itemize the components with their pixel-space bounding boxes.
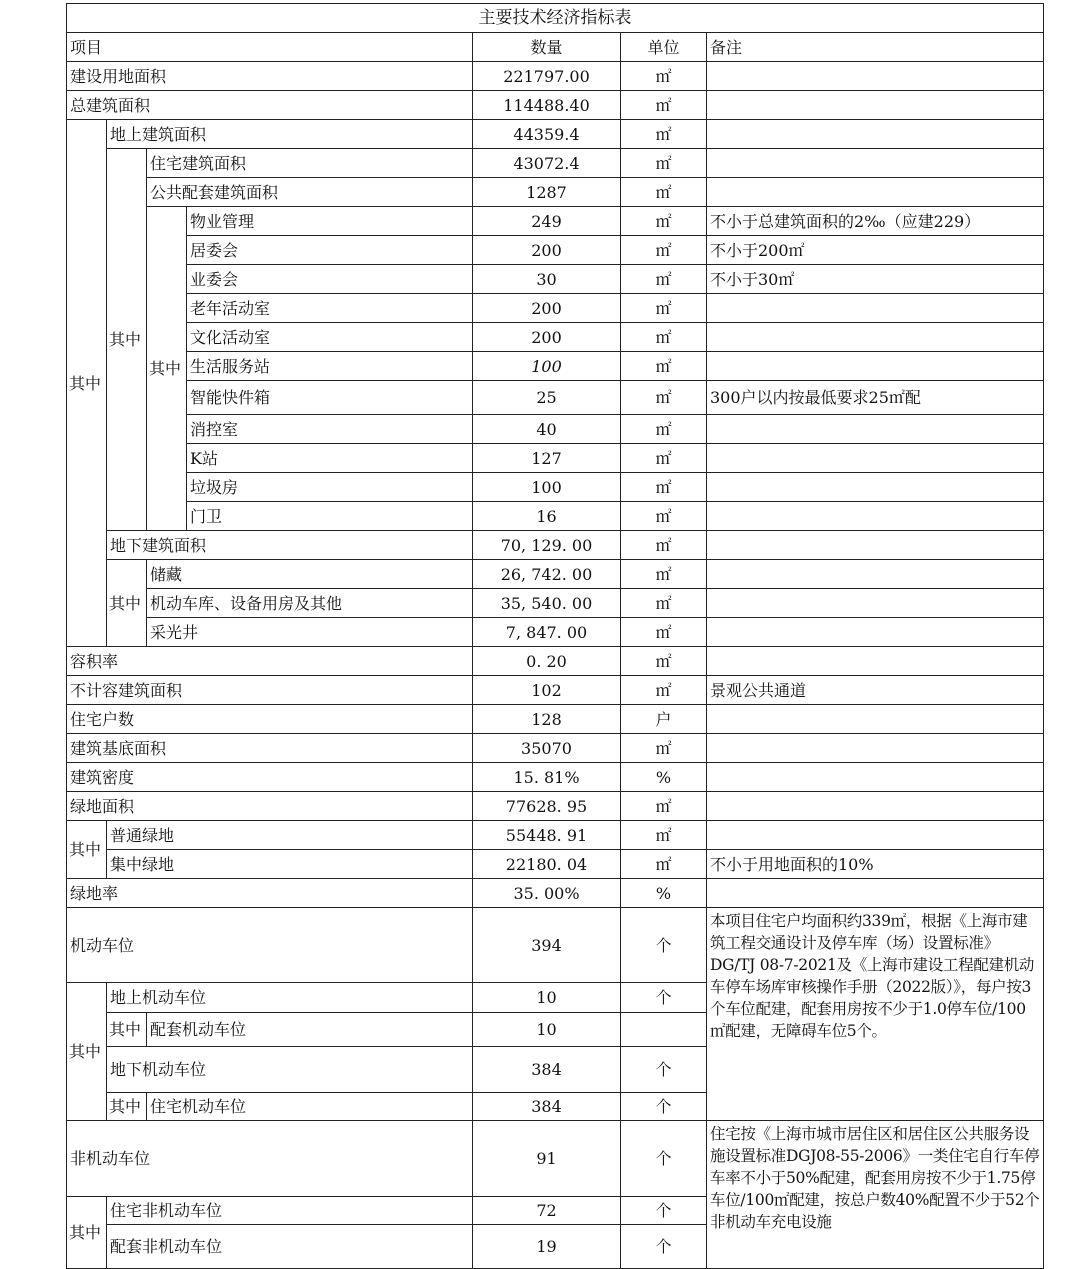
row-unit: ㎡ — [621, 618, 707, 647]
row-unit: ㎡ — [621, 62, 707, 91]
header-unit: 单位 — [621, 33, 707, 62]
group-label: 其中 — [67, 120, 107, 647]
row-note — [707, 415, 1044, 444]
row-note — [707, 91, 1044, 120]
row-note — [707, 879, 1044, 908]
table-row — [67, 120, 1044, 149]
row-unit: ㎡ — [621, 473, 707, 502]
row-qty: 249 — [473, 207, 621, 236]
row-note: 300户以内按最低要求25㎡配 — [707, 381, 1044, 415]
row-qty: 25 — [473, 381, 621, 415]
row-note: 不小于30㎡ — [707, 265, 1044, 294]
parking-note: 本项目住宅户均面积约339㎡，根据《上海市建筑工程交通设计及停车库（场）设置标准》DG/TJ 08-7-2021及《上海市建设工程配建机动车停车场库审核操作手册（2022版）》，每户按3个车位配建，配套用房按不少于1.0停车位/100㎡配建，无障碍车位5个。 — [707, 908, 1044, 1121]
row-qty: 221797.00 — [473, 62, 621, 91]
row-note — [707, 531, 1044, 560]
table-row — [67, 502, 1044, 531]
row-unit: ㎡ — [621, 207, 707, 236]
row-unit: 个 — [621, 908, 707, 983]
row-qty: 384 — [473, 1047, 621, 1093]
row-label: 业委会 — [187, 265, 473, 294]
row-note: 不小于用地面积的10% — [707, 850, 1044, 879]
row-label: 配套非机动车位 — [107, 1225, 473, 1269]
row-label: 不计容建筑面积 — [67, 676, 473, 705]
row-qty: 0. 20 — [473, 647, 621, 676]
row-note — [707, 323, 1044, 352]
row-label: 住宅机动车位 — [147, 1093, 473, 1121]
table-row — [67, 473, 1044, 502]
row-qty: 1287 — [473, 178, 621, 207]
row-note — [707, 62, 1044, 91]
row-unit: ㎡ — [621, 502, 707, 531]
header-note: 备注 — [707, 33, 1044, 62]
row-note: 不小于总建筑面积的2‰（应建229） — [707, 207, 1044, 236]
row-label: 公共配套建筑面积 — [147, 178, 473, 207]
table-row — [67, 792, 1044, 821]
row-unit: 户 — [621, 705, 707, 734]
row-label: 普通绿地 — [107, 821, 473, 850]
group-label: 其中 — [67, 821, 107, 879]
indicator-table — [66, 3, 1044, 1269]
row-qty: 15. 81% — [473, 763, 621, 792]
row-label: 绿地面积 — [67, 792, 473, 821]
row-qty: 44359.4 — [473, 120, 621, 149]
table-row — [67, 265, 1044, 294]
row-qty: 200 — [473, 294, 621, 323]
row-qty: 40 — [473, 415, 621, 444]
group-label: 其中 — [107, 149, 147, 531]
header-item: 项目 — [67, 33, 473, 62]
row-label: 地下机动车位 — [107, 1047, 473, 1093]
row-unit: ㎡ — [621, 850, 707, 879]
row-label: 机动车位 — [67, 908, 473, 983]
header-row — [67, 33, 1044, 62]
group-label: 其中 — [67, 983, 107, 1121]
table-row — [67, 381, 1044, 415]
row-unit: ㎡ — [621, 589, 707, 618]
row-qty: 35070 — [473, 734, 621, 763]
row-label: 消控室 — [187, 415, 473, 444]
row-unit: ㎡ — [621, 352, 707, 381]
row-label: 文化活动室 — [187, 323, 473, 352]
row-qty: 200 — [473, 323, 621, 352]
row-note — [707, 352, 1044, 381]
row-label: 智能快件箱 — [187, 381, 473, 415]
row-unit: 个 — [621, 1121, 707, 1197]
row-qty: 30 — [473, 265, 621, 294]
row-note — [707, 618, 1044, 647]
table-row — [67, 207, 1044, 236]
row-qty: 384 — [473, 1093, 621, 1121]
row-label: 非机动车位 — [67, 1121, 473, 1197]
row-note — [707, 502, 1044, 531]
row-qty: 26, 742. 00 — [473, 560, 621, 589]
row-label: 老年活动室 — [187, 294, 473, 323]
row-note — [707, 560, 1044, 589]
row-unit: ㎡ — [621, 149, 707, 178]
row-label: K站 — [187, 444, 473, 473]
row-label: 垃圾房 — [187, 473, 473, 502]
table-row — [67, 850, 1044, 879]
row-unit: ㎡ — [621, 734, 707, 763]
row-qty: 19 — [473, 1225, 621, 1269]
table-row — [67, 879, 1044, 908]
row-qty: 394 — [473, 908, 621, 983]
row-unit: ㎡ — [621, 531, 707, 560]
row-qty: 77628. 95 — [473, 792, 621, 821]
row-label: 生活服务站 — [187, 352, 473, 381]
row-note: 景观公共通道 — [707, 676, 1044, 705]
row-qty: 128 — [473, 705, 621, 734]
row-label: 集中绿地 — [107, 850, 473, 879]
row-label: 住宅建筑面积 — [147, 149, 473, 178]
group-label: 其中 — [107, 1013, 147, 1047]
row-note — [707, 734, 1044, 763]
row-label: 住宅非机动车位 — [107, 1197, 473, 1225]
row-qty: 70, 129. 00 — [473, 531, 621, 560]
table-row — [67, 236, 1044, 265]
table-row — [67, 908, 1044, 983]
row-unit: ㎡ — [621, 821, 707, 850]
table-row — [67, 560, 1044, 589]
row-note — [707, 294, 1044, 323]
table-row — [67, 62, 1044, 91]
row-unit: ㎡ — [621, 91, 707, 120]
table-row — [67, 676, 1044, 705]
row-note — [707, 444, 1044, 473]
row-note — [707, 120, 1044, 149]
row-qty: 35, 540. 00 — [473, 589, 621, 618]
row-label: 采光井 — [147, 618, 473, 647]
row-qty: 72 — [473, 1197, 621, 1225]
table-row — [67, 352, 1044, 381]
row-unit: ㎡ — [621, 647, 707, 676]
row-note: 不小于200㎡ — [707, 236, 1044, 265]
row-unit: ㎡ — [621, 676, 707, 705]
table-row — [67, 531, 1044, 560]
row-note — [707, 149, 1044, 178]
row-note — [707, 705, 1044, 734]
row-unit: 个 — [621, 1047, 707, 1093]
row-qty: 200 — [473, 236, 621, 265]
row-label: 物业管理 — [187, 207, 473, 236]
table-row — [67, 149, 1044, 178]
row-qty: 16 — [473, 502, 621, 531]
row-note — [707, 589, 1044, 618]
row-label: 绿地率 — [67, 879, 473, 908]
row-unit: ㎡ — [621, 323, 707, 352]
table-row — [67, 647, 1044, 676]
group-label: 其中 — [107, 560, 147, 647]
row-label: 地上机动车位 — [107, 983, 473, 1013]
row-unit: ㎡ — [621, 415, 707, 444]
row-qty: 100 — [473, 352, 621, 381]
table-row — [67, 91, 1044, 120]
row-qty: 55448. 91 — [473, 821, 621, 850]
row-unit: % — [621, 763, 707, 792]
row-qty: 43072.4 — [473, 149, 621, 178]
row-label: 地上建筑面积 — [107, 120, 473, 149]
row-label: 建筑密度 — [67, 763, 473, 792]
row-unit: ㎡ — [621, 560, 707, 589]
row-unit: ㎡ — [621, 444, 707, 473]
row-unit: 个 — [621, 983, 707, 1013]
row-qty: 10 — [473, 1013, 621, 1047]
group-label: 其中 — [147, 207, 187, 531]
row-label: 居委会 — [187, 236, 473, 265]
row-unit: ㎡ — [621, 381, 707, 415]
row-label: 门卫 — [187, 502, 473, 531]
row-unit: % — [621, 879, 707, 908]
row-qty: 100 — [473, 473, 621, 502]
header-qty: 数量 — [473, 33, 621, 62]
group-label: 其中 — [107, 1093, 147, 1121]
bike-note: 住宅按《上海市城市居住区和居住区公共服务设施设置标准DGJ08-55-2006》一类住宅自行车停车率不小于50%配建，配套用房按不少于1.75停车位/100㎡配建，按总户数40%配置不少于52个非机动车充电设施 — [707, 1121, 1044, 1269]
table-title: 主要技术经济指标表 — [67, 4, 1044, 33]
row-note — [707, 473, 1044, 502]
row-note — [707, 763, 1044, 792]
row-qty: 10 — [473, 983, 621, 1013]
row-label: 建设用地面积 — [67, 62, 473, 91]
table-row — [67, 444, 1044, 473]
table-row — [67, 323, 1044, 352]
row-note — [707, 792, 1044, 821]
row-unit: 个 — [621, 1093, 707, 1121]
row-label: 配套机动车位 — [147, 1013, 473, 1047]
row-unit: ㎡ — [621, 792, 707, 821]
row-note — [707, 821, 1044, 850]
table-row — [67, 589, 1044, 618]
table-row — [67, 763, 1044, 792]
group-label: 其中 — [67, 1197, 107, 1269]
table-row — [67, 1121, 1044, 1197]
row-label: 建筑基底面积 — [67, 734, 473, 763]
row-qty: 114488.40 — [473, 91, 621, 120]
row-label: 住宅户数 — [67, 705, 473, 734]
row-qty: 102 — [473, 676, 621, 705]
table-row — [67, 821, 1044, 850]
row-label: 储藏 — [147, 560, 473, 589]
row-unit: ㎡ — [621, 178, 707, 207]
row-qty: 91 — [473, 1121, 621, 1197]
table-row — [67, 618, 1044, 647]
row-unit: 个 — [621, 1197, 707, 1225]
row-unit: 个 — [621, 1225, 707, 1269]
table-row — [67, 734, 1044, 763]
row-unit — [621, 1013, 707, 1047]
table-row — [67, 705, 1044, 734]
row-unit: ㎡ — [621, 120, 707, 149]
table-row — [67, 178, 1044, 207]
row-note — [707, 178, 1044, 207]
row-qty: 127 — [473, 444, 621, 473]
row-unit: ㎡ — [621, 265, 707, 294]
row-note — [707, 647, 1044, 676]
row-label: 机动车库、设备用房及其他 — [147, 589, 473, 618]
row-qty: 22180. 04 — [473, 850, 621, 879]
row-unit: ㎡ — [621, 236, 707, 265]
table-row — [67, 415, 1044, 444]
row-unit: ㎡ — [621, 294, 707, 323]
table-row — [67, 294, 1044, 323]
row-label: 地下建筑面积 — [107, 531, 473, 560]
row-qty: 35. 00% — [473, 879, 621, 908]
row-label: 总建筑面积 — [67, 91, 473, 120]
row-qty: 7, 847. 00 — [473, 618, 621, 647]
row-label: 容积率 — [67, 647, 473, 676]
